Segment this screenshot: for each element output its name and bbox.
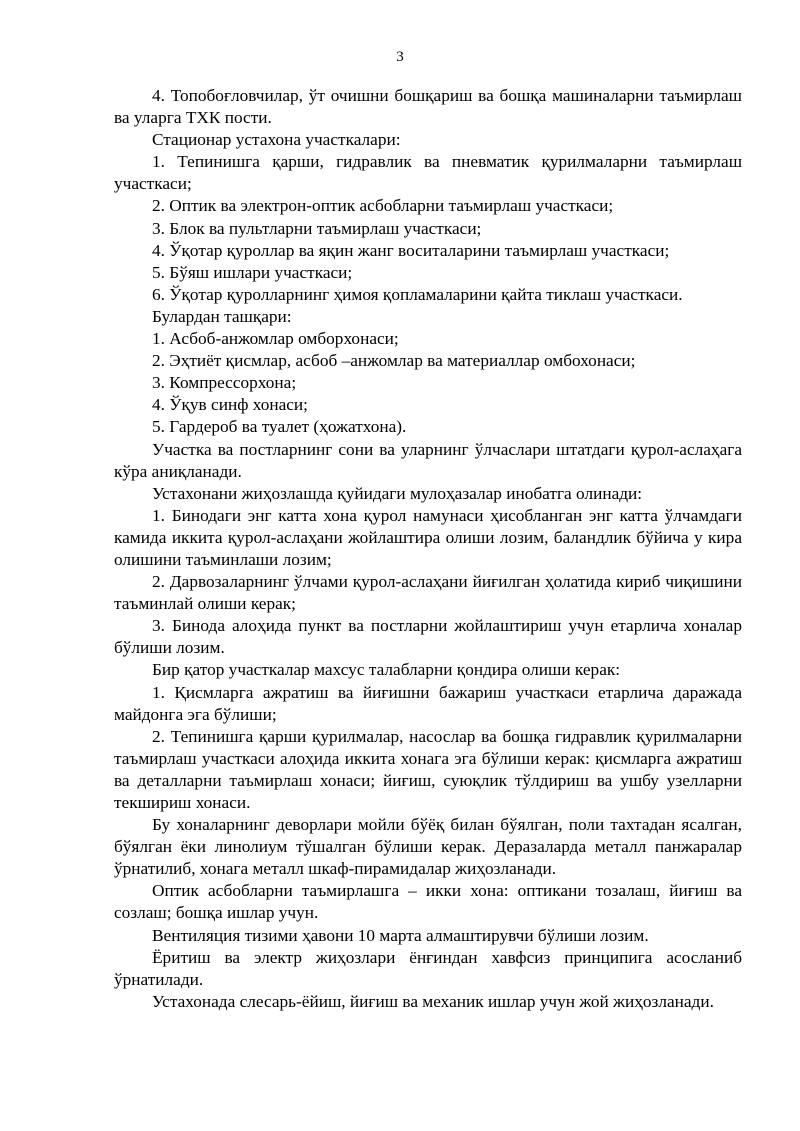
list-item: 2. Дарвозаларнинг ўлчами қурол-аслаҳани йиғилган ҳолатида кириб чиқишини таъминлай олиши керак; — [114, 572, 742, 614]
paragraph: Участка ва постларнинг сони ва уларнинг ўлчаслари штатдаги қурол-аслаҳага кўра аниқланади. — [114, 439, 742, 481]
list-item: 2. Оптик ва электрон-оптик асбобларни таъмирлаш участкаси; — [152, 196, 614, 216]
list-item: 2. Тепинишга қарши қурилмалар, насослар ва бошқа гидравлик қурилмаларни таъмирлаш участкаси алоҳида иккита хонага эга бўлиши керак: қисмларга ажратиш ва деталларни таъмирлаш хонаси; йиғиш, суюқлик тўлдириш ва ушбу узелларни текшириш хонаси. — [114, 726, 742, 812]
list-item: 4. Ўқотар қуроллар ва яқин жанг воситаларини таъмирлаш участкаси; — [152, 240, 670, 260]
list-item: 3. Блок ва пультларни таъмирлаш участкаси; — [152, 218, 482, 238]
list-item: 1. Бинодаги энг катта хона қурол намунаси ҳисобланган энг катта ўлчамдаги камида иккита қурол-аслаҳани жойлаштира олиши лозим, баландлик бўйича у кира олишини таъминлаши лозим; — [114, 505, 742, 569]
list-item: 1. Тепинишга қарши, гидравлик ва пневматик қурилмаларни таъмирлаш участкаси; — [114, 152, 742, 194]
list-item: 6. Ўқотар қуролларнинг ҳимоя қопламаларини қайта тиклаш участкаси. — [152, 284, 683, 304]
paragraph: Устахонани жиҳозлашда қуйидаги мулоҳазалар инобатга олинади: — [152, 483, 643, 503]
paragraph: 4. Топобоғловчилар, ўт очишни бошқариш ва бошқа машиналарни таъмирлаш ва уларга ТХК пости. — [114, 86, 742, 128]
list-item: 1. Асбоб-анжомлар омборхонаси; — [152, 329, 399, 349]
list-item: 3. Компрессорхона; — [152, 373, 297, 393]
paragraph: Бир қатор участкалар махсус талабларни қондира олиши керак: — [152, 660, 621, 680]
list-item: 3. Бинода алоҳида пункт ва постларни жойлаштириш учун етарлича хоналар бўлиши лозим. — [114, 616, 742, 658]
list-item: 2. Эҳтиёт қисмлар, асбоб –анжомлар ва материаллар омбохонаси; — [152, 351, 636, 371]
list-item: 5. Гардероб ва туалет (ҳожатхона). — [152, 417, 407, 437]
paragraph: Стационар устахона участкалари: — [152, 130, 401, 150]
document-body — [114, 85, 742, 1013]
paragraph: Вентиляция тизими ҳавони 10 марта алмаштирувчи бўлиши лозим. — [152, 925, 649, 945]
paragraph: Устахонада слесарь-ёйиш, йиғиш ва механик ишлар учун жой жиҳозланади. — [152, 991, 714, 1011]
paragraph: Ёритиш ва электр жиҳозлари ёнғиндан хавфсиз принципига асосланиб ўрнатилади. — [114, 947, 742, 989]
list-item: 1. Қисмларга ажратиш ва йиғишни бажариш участкаси етарлича даражада майдонга эга бўлиши; — [114, 682, 742, 724]
paragraph: Бу хоналарнинг деворлари мойли бўёқ билан бўялган, поли тахтадан ясалган, бўялган ёки линолиум тўшалган бўлиши керак. Деразаларда металл панжаралар ўрнатилиб, хонага металл шкаф-пирамидалар жиҳозланади. — [114, 815, 742, 879]
list-item: 4. Ўқув синф хонаси; — [152, 395, 308, 415]
page-number: 3 — [396, 49, 404, 65]
list-item: 5. Бўяш ишлари участкаси; — [152, 262, 353, 282]
paragraph: Оптик асбобларни таъмирлашга – икки хона: оптикани тозалаш, йиғиш ва созлаш; бошқа ишлар учун. — [114, 881, 742, 923]
paragraph: Булардан ташқари: — [152, 306, 292, 326]
